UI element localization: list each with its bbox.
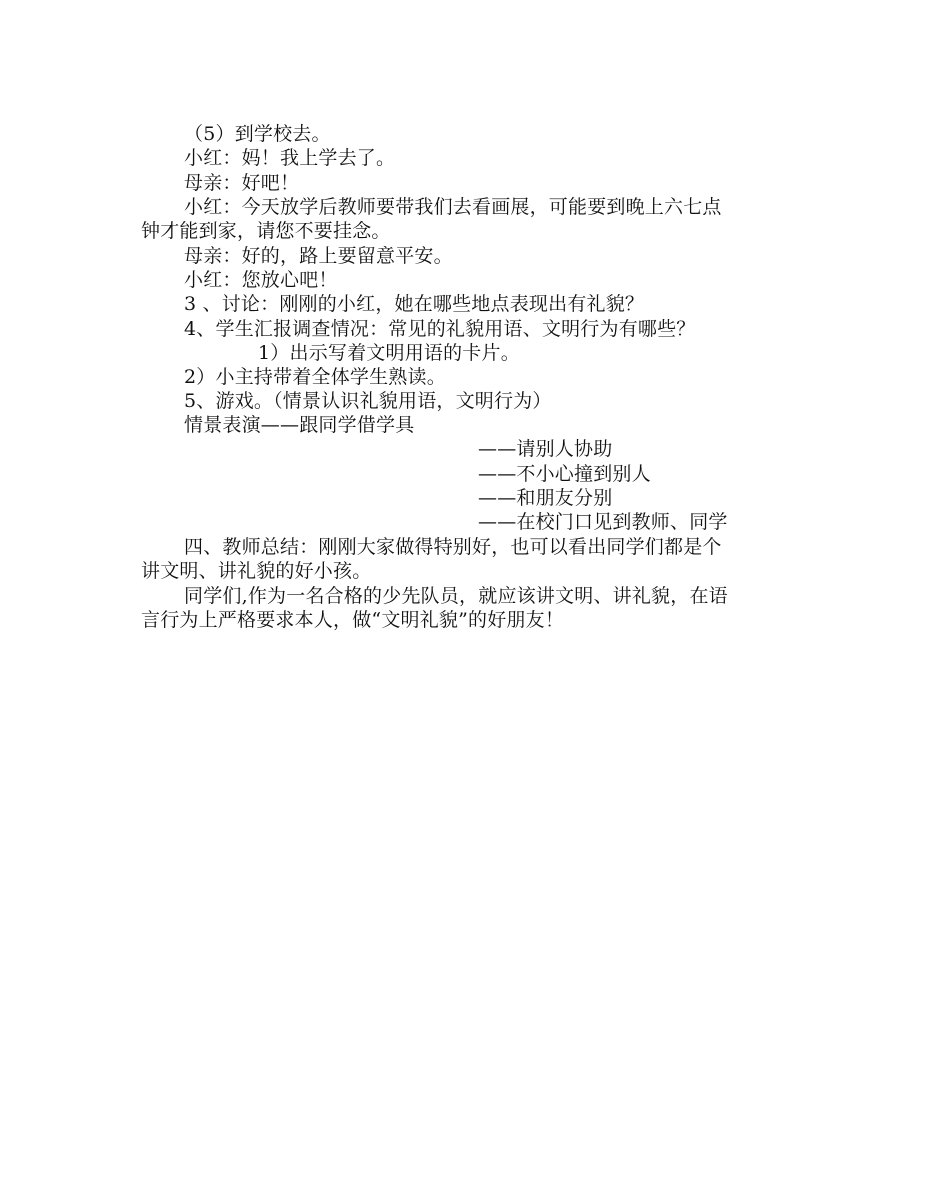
text-line: 讲文明、讲礼貌的好小孩。 — [141, 560, 372, 582]
text-line: 1）出示写着文明用语的卡片。 — [258, 342, 520, 364]
text-line: 小红：您放心吧！ — [184, 269, 338, 291]
text-line: （5）到学校去。 — [184, 123, 331, 145]
text-line: 四、教师总结：刚刚大家做得特别好，也可以看出同学们都是个 — [184, 536, 722, 558]
text-line: 情景表演——跟同学借学具 — [184, 414, 415, 436]
text-line: 5、游戏。（情景认识礼貌用语，文明行为） — [184, 390, 552, 412]
text-line: 同学们,作为一名合格的少先队员，就应该讲文明、讲礼貌，在语 — [184, 585, 728, 607]
text-line: 母亲：好吧！ — [184, 172, 300, 194]
text-line: 小红：今天放学后教师要带我们去看画展，可能要到晚上六七点 — [184, 196, 722, 218]
text-line: ——和朋友分别 — [478, 487, 613, 509]
text-line: 母亲：好的，路上要留意平安。 — [184, 245, 453, 267]
text-line: 小红：妈！我上学去了。 — [184, 147, 396, 169]
text-line: ——请别人协助 — [478, 438, 613, 460]
text-line: 4、学生汇报调查情况：常见的礼貌用语、文明行为有哪些？ — [184, 318, 696, 340]
text-line: 言行为上严格要求本人，做“文明礼貌”的好朋友！ — [141, 609, 565, 631]
text-line: ——不小心撞到别人 — [478, 463, 651, 485]
text-line: 2）小主持带着全体学生熟读。 — [184, 366, 446, 388]
text-line: 钟才能到家，请您不要挂念。 — [141, 220, 391, 242]
text-line: ——在校门口见到教师、同学 — [478, 511, 728, 533]
text-line: 3 、讨论：刚刚的小红，她在哪些地点表现出有礼貌？ — [184, 293, 645, 315]
